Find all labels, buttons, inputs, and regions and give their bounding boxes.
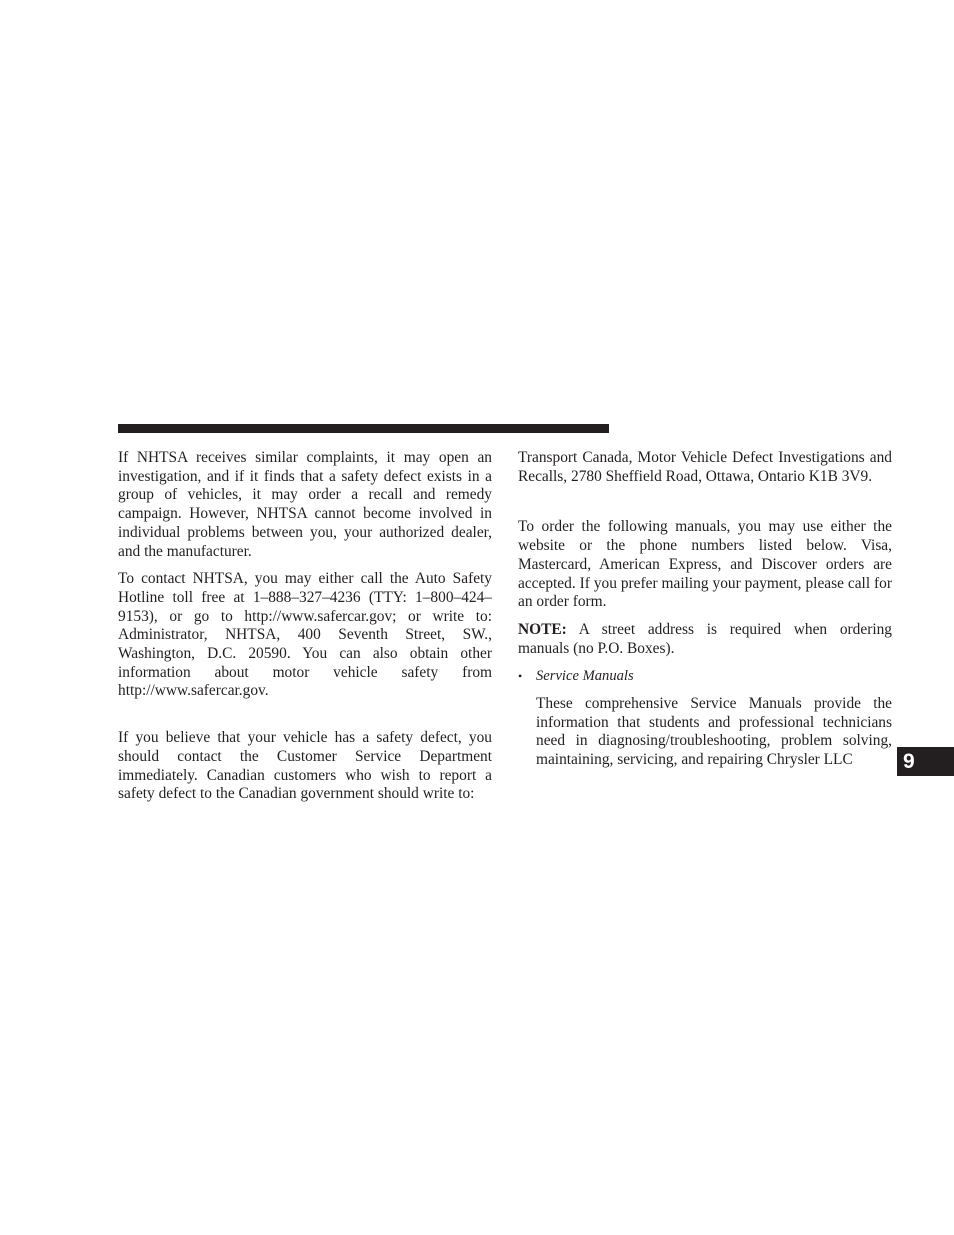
chapter-tab — [897, 747, 954, 776]
bullet-icon: • — [518, 669, 523, 684]
chapter-number: 9 — [903, 750, 915, 773]
bullet-item-service-manuals — [518, 667, 892, 686]
safety-defect-paragraph: If you believe that your vehicle has a safety defect, you should contact the Customer Service Department immediately. Canadian customers who wish to report a safety defect to the Canadian government should write to: — [118, 729, 492, 803]
transport-canada-address: Transport Canada, Motor Vehicle Defect Investigations and Recalls, 2780 Sheffield Road, Ottawa, Ontario K1B 3V9. — [518, 449, 892, 485]
nhtsa-complaints-paragraph: If NHTSA receives similar complaints, it may open an investigation, and if it finds that a safety defect exists in a group of vehicles, it may order a recall and remedy campaign. However, NHTSA cannot become involved in individual problems between you, your authorized dealer, and the manufacturer. — [118, 449, 492, 560]
nhtsa-contact-paragraph: To contact NHTSA, you may either call the Auto Safety Hotline toll free at 1–888–327–4236 (TTY: 1–800–424– 9153), or go to http://www.safercar.gov; or write to: Administrator, NHTSA, 400 Seventh Street, SW., Washington, D.C. 20590. You can also obtain other information about motor vehicle safety from http://www.safercar.gov. — [118, 570, 492, 700]
note-label: NOTE: — [518, 620, 567, 638]
note-paragraph — [518, 621, 892, 658]
service-manuals-description: These comprehensive Service Manuals provide the information that students and professional technicians need in diagnosing/troubleshooting, problem solving, maintaining, servicing, and repairing Chrysler LLC — [536, 695, 892, 769]
section-rule — [118, 424, 609, 433]
order-manuals-paragraph: To order the following manuals, you may use either the website or the phone numbers listed below. Visa, Mastercard, American Express, and Discover orders are accepted. If you prefer mailing your payment, please call for an order form. — [518, 518, 892, 611]
right-column — [518, 449, 892, 770]
note-text: A street address is required when ordering manuals (no P.O. Boxes). — [518, 620, 892, 657]
left-column — [118, 449, 492, 804]
bullet-label: Service Manuals — [536, 668, 634, 685]
